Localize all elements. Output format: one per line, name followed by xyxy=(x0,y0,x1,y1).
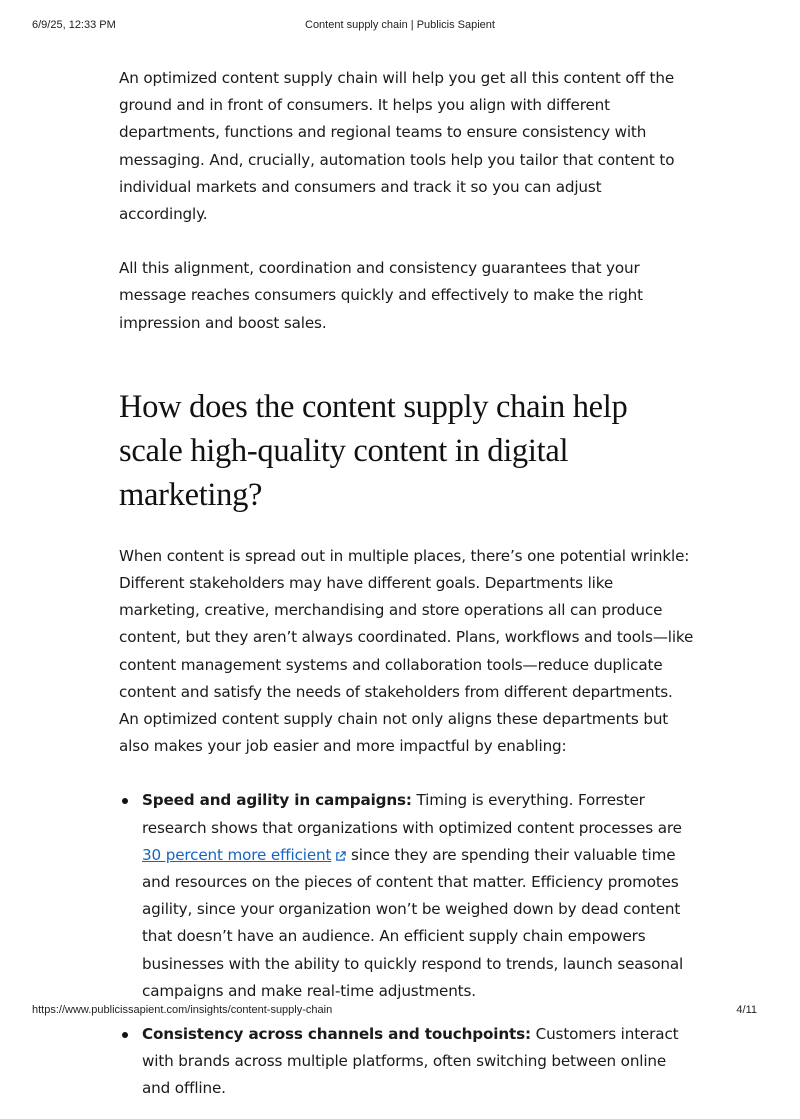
efficiency-link[interactable]: 30 percent more efficient xyxy=(142,845,332,864)
list-item xyxy=(119,1021,694,1103)
bullet-lead: Speed and agility in campaigns: xyxy=(142,791,412,810)
paragraph-2: All this alignment, coordination and consistency guarantees that your message reaches consumers quickly and effectively to make the right impression and boost sales. xyxy=(119,259,643,332)
bullet-icon xyxy=(122,1032,128,1038)
print-page-number: 4/11 xyxy=(736,1004,757,1016)
print-page-title: Content supply chain | Publicis Sapient xyxy=(305,19,495,31)
paragraph-3: When content is spread out in multiple places, there’s one potential wrinkle: Different stakeholders may have different goals. Departments like marketing, creative, merchandising and store operations all can produce content, but they aren’t always coordinated. Plans, workflows and tools—like content management systems and collaboration tools—reduce duplicate content and satisfy the needs of stakeholders from different departments. An optimized content supply chain not only aligns these departments but also makes your job easier and more impactful by enabling: xyxy=(119,546,694,756)
print-datetime: 6/9/25, 12:33 PM xyxy=(32,19,116,31)
section-heading: How does the content supply chain help scale high-quality content in digital marketing? xyxy=(119,388,628,513)
print-footer xyxy=(0,1004,800,1018)
bullet-icon xyxy=(122,798,128,804)
bullet-text: Timing is everything. Forrester research shows that organizations with optimized content processes are xyxy=(142,791,682,837)
print-url: https://www.publicissapient.com/insights/content-supply-chain xyxy=(32,1004,333,1016)
article-body xyxy=(119,65,694,1119)
paragraph-1: An optimized content supply chain will help you get all this content off the ground and in front of consumers. It helps you align with different departments, functions and regional teams to ensure consistency with messaging. And, crucially, automation tools help you tailor that content to individual markets and consumers and track it so you can adjust accordingly. xyxy=(119,69,675,224)
benefits-list xyxy=(119,787,694,1102)
bullet-text: Customers interact with brands across multiple platforms, often switching between online and offline. xyxy=(142,1025,679,1098)
bullet-text-continued: since they are spending their valuable time and resources on the pieces of content that matter. Efficiency promotes agility, since your organization won’t be weighed down by dead content that doesn’t have an audience. An efficient supply chain empowers businesses with the ability to quickly respond to trends, launch seasonal campaigns and make real-time adjustments. xyxy=(142,845,684,1000)
external-link-icon[interactable] xyxy=(335,851,346,862)
bullet-lead: Consistency across channels and touchpoints: xyxy=(142,1025,531,1044)
print-header xyxy=(0,19,800,33)
list-item xyxy=(119,787,694,1005)
